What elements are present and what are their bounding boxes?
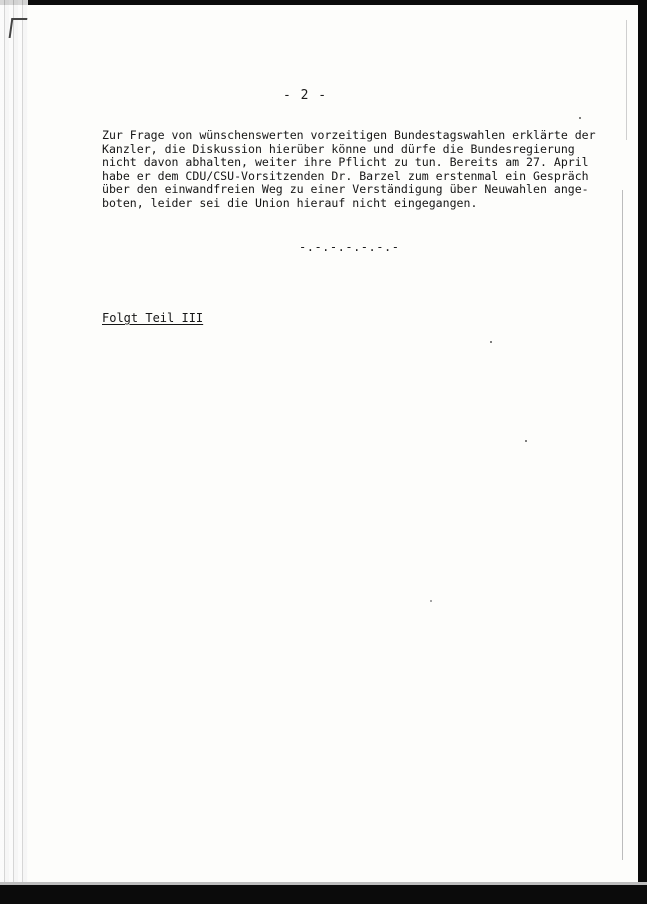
paragraph-line: boten, leider sei die Union hierauf nicht eingegangen. — [102, 195, 478, 210]
scan-speck — [490, 341, 492, 343]
scan-binding-edge — [0, 0, 28, 904]
scan-border-bottom — [0, 882, 647, 904]
body-paragraph — [102, 129, 632, 211]
page-fold-line-upper — [626, 20, 627, 140]
page-fold-line — [622, 190, 623, 860]
scan-border-right — [638, 0, 647, 904]
paragraph-line: Zur Frage von wünschenswerten vorzeitigen Bundestagswahlen erklärte der — [102, 128, 596, 142]
section-divider: -.-.-.-.-.-.- — [299, 240, 400, 254]
paragraph-line: habe er dem CDU/CSU-Vorsitzenden Dr. Barzel zum erstenmal ein Gespräch — [102, 168, 589, 183]
page-number: - 2 - — [283, 88, 328, 103]
continuation-note: Folgt Teil III — [102, 311, 204, 325]
scan-speck — [525, 440, 527, 442]
paragraph-line: nicht davon abhalten, weiter ihre Pflicht zu tun. Bereits am 27. April — [102, 155, 589, 170]
scan-speck — [579, 117, 581, 119]
paragraph-line: über den einwandfreien Weg zu einer Verständigung über Neuwahlen ange- — [102, 182, 589, 197]
paragraph-line: Kanzler, die Diskussion hierüber könne und dürfe die Bundesregierung — [102, 141, 575, 156]
scan-border-top — [0, 0, 647, 5]
staple-mark — [9, 18, 28, 38]
scan-speck — [430, 600, 432, 602]
